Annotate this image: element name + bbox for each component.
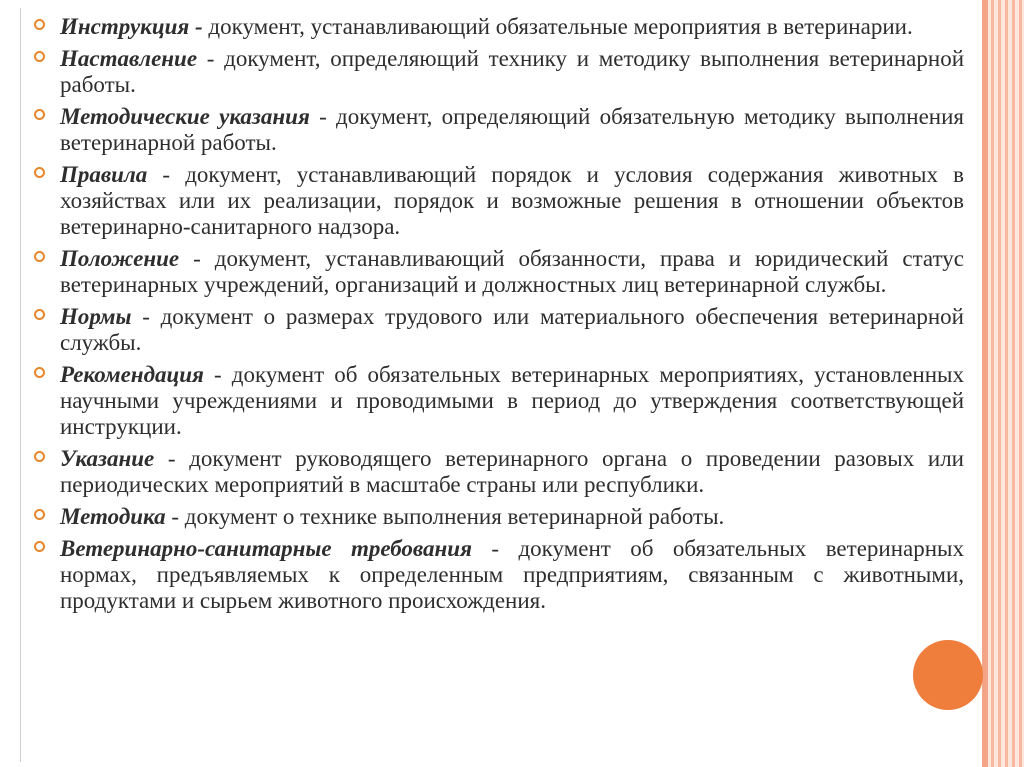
definition-term: Нормы — [60, 304, 132, 329]
list-item — [34, 246, 964, 298]
definition-term: Рекомендация — [60, 362, 204, 387]
bullet-icon — [34, 251, 45, 262]
bullet-icon — [34, 509, 45, 520]
definition-term: Указание — [60, 446, 155, 471]
list-item — [34, 46, 964, 98]
definition-text: документ, устанавливающий обязательные мероприятия в ветеринарии. — [202, 14, 913, 39]
decorative-stripes — [984, 0, 1024, 767]
list-item — [34, 304, 964, 356]
definition-term: Наставление — [60, 46, 198, 71]
definitions-list — [34, 14, 964, 620]
definition-text: - документ о размерах трудового или материального обеспечения ветеринарной службы. — [60, 304, 964, 355]
list-item — [34, 446, 964, 498]
definition-term: Положение — [60, 246, 180, 271]
definition-term: Инструкция - — [60, 14, 203, 39]
decorative-orange-circle — [913, 640, 983, 710]
definition-term: Методика — [60, 504, 166, 529]
bullet-icon — [34, 19, 45, 30]
definition-term: Методические указания — [60, 104, 310, 129]
definition-text: - документ, определяющий обязательную методику выполнения ветеринарной работы. — [60, 104, 964, 155]
list-item — [34, 362, 964, 440]
bullet-icon — [34, 51, 45, 62]
bullet-icon — [34, 167, 45, 178]
decorative-stripe-edge — [982, 0, 988, 767]
list-item — [34, 536, 964, 614]
bullet-icon — [34, 367, 45, 378]
definition-term: Ветеринарно-санитарные требования — [60, 536, 472, 561]
definition-text: - документ, устанавливающий порядок и условия содержания животных в хозяйствах или их реализации, порядок и возможные решения в отношении объектов ветеринарно-санитарного надзора. — [60, 162, 964, 239]
definition-text: - документ руководящего ветеринарного органа о проведении разовых или периодических мероприятий в масштабе страны или республики. — [60, 446, 964, 497]
definition-term: Правила — [60, 162, 148, 187]
list-item — [34, 104, 964, 156]
bullet-icon — [34, 451, 45, 462]
definition-text: - документ, определяющий технику и методику выполнения ветеринарной работы. — [60, 46, 964, 97]
list-item — [34, 14, 964, 40]
bullet-icon — [34, 309, 45, 320]
list-item — [34, 162, 964, 240]
list-item — [34, 504, 964, 530]
definition-text: - документ, устанавливающий обязанности, права и юридический статус ветеринарных учреждений, организаций и должностных лиц ветеринарной службы. — [60, 246, 964, 297]
definition-text: - документ о технике выполнения ветеринарной работы. — [165, 504, 725, 529]
definition-text: - документ об обязательных ветеринарных мероприятиях, установленных научными учреждениями и проводимыми в период до утверждения соответствующей инструкции. — [60, 362, 964, 439]
bullet-icon — [34, 109, 45, 120]
bullet-icon — [34, 541, 45, 552]
definition-text: - документ об обязательных ветеринарных нормах, предъявляемых к определенным предприятиям, связанным с животными, продуктами и сырьем животного происхождения. — [60, 536, 964, 613]
